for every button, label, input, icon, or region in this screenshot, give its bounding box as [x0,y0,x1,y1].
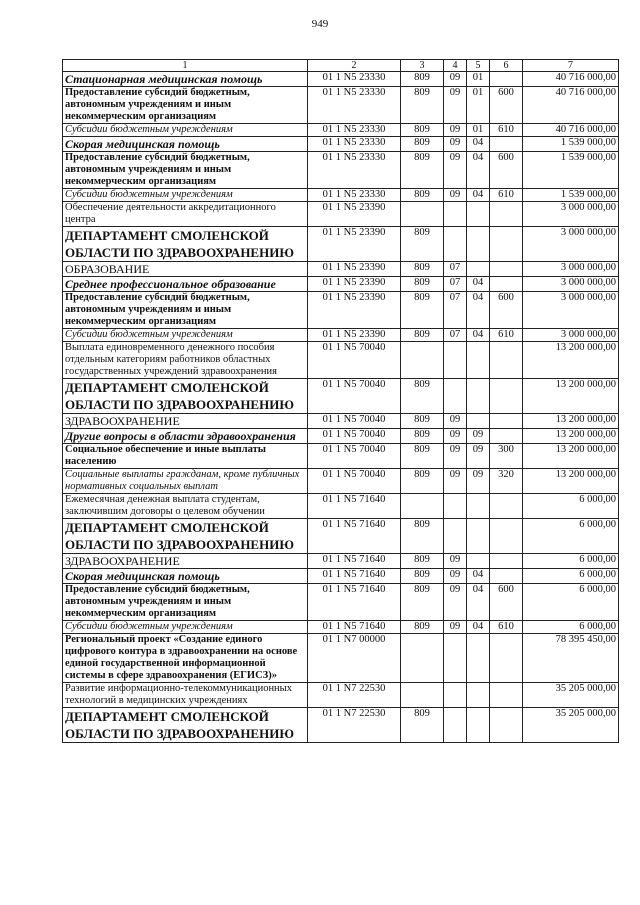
table-row [63,634,619,683]
target-code-cell: 01 1 N5 23390 [308,329,401,342]
section-code-cell [444,202,467,227]
table-row [63,189,619,202]
table-row [63,429,619,444]
section-code-cell [444,494,467,519]
section-code-cell: 09 [444,72,467,87]
item-name-cell: Субсидии бюджетным учреждениям [63,329,308,342]
header-row [63,60,619,72]
grbs-code-cell: 809 [401,554,444,569]
amount-cell: 3 000 000,00 [523,202,619,227]
amount-cell: 6 000,00 [523,494,619,519]
expense-type-code-cell [490,137,523,152]
item-name-cell: Скорая медицинская помощь [63,137,308,152]
target-code-cell: 01 1 N5 71640 [308,584,401,621]
target-code-cell: 01 1 N5 70040 [308,414,401,429]
subsection-code-cell: 04 [467,569,490,584]
target-code-cell: 01 1 N5 23330 [308,72,401,87]
amount-cell: 6 000,00 [523,519,619,554]
section-code-cell: 09 [444,569,467,584]
grbs-code-cell: 809 [401,292,444,329]
table-row [63,621,619,634]
expense-type-code-cell: 320 [490,469,523,494]
grbs-code-cell: 809 [401,444,444,469]
section-code-cell: 09 [444,444,467,469]
grbs-code-cell: 809 [401,152,444,189]
subsection-code-cell: 01 [467,72,490,87]
table-row [63,708,619,743]
amount-cell: 6 000,00 [523,569,619,584]
target-code-cell: 01 1 N7 00000 [308,634,401,683]
grbs-code-cell: 809 [401,469,444,494]
item-name-cell: ДЕПАРТАМЕНТ СМОЛЕНСКОЙ ОБЛАСТИ ПО ЗДРАВООХРАНЕНИЮ [63,519,308,554]
amount-cell: 3 000 000,00 [523,329,619,342]
item-name-cell: Субсидии бюджетным учреждениям [63,189,308,202]
table-row [63,137,619,152]
subsection-code-cell [467,554,490,569]
section-code-cell: 09 [444,87,467,124]
subsection-code-cell: 09 [467,429,490,444]
section-code-cell [444,683,467,708]
target-code-cell: 01 1 N7 22530 [308,708,401,743]
table-row [63,329,619,342]
item-name-cell: Ежемесячная денежная выплата студентам, заключившим договоры о целевом обучении [63,494,308,519]
grbs-code-cell: 809 [401,189,444,202]
grbs-code-cell [401,202,444,227]
amount-cell: 13 200 000,00 [523,342,619,379]
section-code-cell: 09 [444,429,467,444]
table-row [63,494,619,519]
target-code-cell: 01 1 N5 23390 [308,292,401,329]
grbs-code-cell: 809 [401,72,444,87]
amount-cell: 6 000,00 [523,584,619,621]
expense-type-code-cell: 600 [490,292,523,329]
table-row [63,683,619,708]
amount-cell: 3 000 000,00 [523,277,619,292]
item-name-cell: Субсидии бюджетным учреждениям [63,621,308,634]
target-code-cell: 01 1 N7 22530 [308,683,401,708]
amount-cell: 35 205 000,00 [523,708,619,743]
section-code-cell [444,634,467,683]
subsection-code-cell: 01 [467,87,490,124]
grbs-code-cell: 809 [401,429,444,444]
target-code-cell: 01 1 N5 23330 [308,124,401,137]
section-code-cell [444,342,467,379]
section-code-cell: 09 [444,137,467,152]
item-name-cell: Развитие информационно-телекоммуникационных технологий в медицинских учреждениях [63,683,308,708]
section-code-cell: 09 [444,621,467,634]
header-cell: 4 [444,60,467,72]
item-name-cell: Предоставление субсидий бюджетным, автономным учреждениям и иным некоммерческим организациям [63,152,308,189]
target-code-cell: 01 1 N5 23330 [308,189,401,202]
table-row [63,379,619,414]
target-code-cell: 01 1 N5 70040 [308,469,401,494]
item-name-cell: Региональный проект «Создание единого цифрового контура в здравоохранении на основе единой государственной информационной системы в сфере здравоохранения (ЕГИСЗ)» [63,634,308,683]
item-name-cell: ЗДРАВООХРАНЕНИЕ [63,554,308,569]
section-code-cell: 07 [444,292,467,329]
grbs-code-cell: 809 [401,414,444,429]
item-name-cell: Социальные выплаты гражданам, кроме публичных нормативных социальных выплат [63,469,308,494]
section-code-cell: 09 [444,152,467,189]
table-row [63,414,619,429]
amount-cell: 1 539 000,00 [523,152,619,189]
section-code-cell: 09 [444,124,467,137]
grbs-code-cell: 809 [401,87,444,124]
amount-cell: 78 395 450,00 [523,634,619,683]
grbs-code-cell: 809 [401,379,444,414]
table-row [63,227,619,262]
grbs-code-cell: 809 [401,569,444,584]
expense-type-code-cell [490,72,523,87]
subsection-code-cell [467,519,490,554]
expense-type-code-cell [490,342,523,379]
item-name-cell: Предоставление субсидий бюджетным, автономным учреждениям и иным некоммерческим организациям [63,87,308,124]
expense-type-code-cell [490,379,523,414]
target-code-cell: 01 1 N5 23390 [308,227,401,262]
item-name-cell: Стационарная медицинская помощь [63,72,308,87]
target-code-cell: 01 1 N5 70040 [308,379,401,414]
header-cell: 2 [308,60,401,72]
header-cell: 1 [63,60,308,72]
expense-type-code-cell [490,708,523,743]
target-code-cell: 01 1 N5 71640 [308,554,401,569]
subsection-code-cell [467,262,490,277]
section-code-cell: 09 [444,189,467,202]
table-row [63,277,619,292]
target-code-cell: 01 1 N5 71640 [308,494,401,519]
table-row [63,519,619,554]
subsection-code-cell: 04 [467,277,490,292]
section-code-cell: 09 [444,584,467,621]
budget-table [62,59,619,743]
grbs-code-cell: 809 [401,621,444,634]
target-code-cell: 01 1 N5 71640 [308,621,401,634]
item-name-cell: Социальное обеспечение и иные выплаты населению [63,444,308,469]
expense-type-code-cell [490,227,523,262]
expense-type-code-cell [490,414,523,429]
grbs-code-cell: 809 [401,262,444,277]
table-row [63,87,619,124]
expense-type-code-cell [490,519,523,554]
table-row [63,584,619,621]
target-code-cell: 01 1 N5 71640 [308,519,401,554]
item-name-cell: ДЕПАРТАМЕНТ СМОЛЕНСКОЙ ОБЛАСТИ ПО ЗДРАВООХРАНЕНИЮ [63,227,308,262]
table-row [63,262,619,277]
subsection-code-cell [467,414,490,429]
expense-type-code-cell [490,569,523,584]
table-row [63,469,619,494]
item-name-cell: Другие вопросы в области здравоохранения [63,429,308,444]
table-row [63,444,619,469]
target-code-cell: 01 1 N5 23330 [308,137,401,152]
expense-type-code-cell [490,554,523,569]
expense-type-code-cell [490,683,523,708]
subsection-code-cell: 04 [467,621,490,634]
header-cell: 7 [523,60,619,72]
table-row [63,569,619,584]
section-code-cell [444,379,467,414]
grbs-code-cell: 809 [401,227,444,262]
grbs-code-cell: 809 [401,708,444,743]
expense-type-code-cell [490,494,523,519]
subsection-code-cell: 04 [467,152,490,189]
item-name-cell: ДЕПАРТАМЕНТ СМОЛЕНСКОЙ ОБЛАСТИ ПО ЗДРАВООХРАНЕНИЮ [63,379,308,414]
expense-type-code-cell [490,202,523,227]
amount-cell: 3 000 000,00 [523,292,619,329]
header-cell: 3 [401,60,444,72]
section-code-cell [444,708,467,743]
header-cell: 6 [490,60,523,72]
subsection-code-cell: 09 [467,469,490,494]
subsection-code-cell: 04 [467,292,490,329]
amount-cell: 13 200 000,00 [523,444,619,469]
table-row [63,554,619,569]
item-name-cell: ОБРАЗОВАНИЕ [63,262,308,277]
expense-type-code-cell: 610 [490,189,523,202]
amount-cell: 3 000 000,00 [523,227,619,262]
amount-cell: 1 539 000,00 [523,137,619,152]
subsection-code-cell [467,342,490,379]
header-cell: 5 [467,60,490,72]
subsection-code-cell [467,494,490,519]
page-number: 949 [311,18,329,30]
subsection-code-cell [467,708,490,743]
grbs-code-cell: 809 [401,137,444,152]
table-row [63,342,619,379]
amount-cell: 13 200 000,00 [523,379,619,414]
grbs-code-cell: 809 [401,124,444,137]
item-name-cell: Субсидии бюджетным учреждениям [63,124,308,137]
expense-type-code-cell [490,262,523,277]
grbs-code-cell [401,683,444,708]
amount-cell: 40 716 000,00 [523,87,619,124]
section-code-cell [444,227,467,262]
grbs-code-cell [401,494,444,519]
grbs-code-cell [401,634,444,683]
section-code-cell: 09 [444,469,467,494]
expense-type-code-cell: 600 [490,87,523,124]
subsection-code-cell [467,202,490,227]
section-code-cell: 07 [444,277,467,292]
amount-cell: 40 716 000,00 [523,124,619,137]
table-row [63,152,619,189]
item-name-cell: Обеспечение деятельности аккредитационного центра [63,202,308,227]
amount-cell: 35 205 000,00 [523,683,619,708]
expense-type-code-cell: 600 [490,584,523,621]
item-name-cell: Предоставление субсидий бюджетным, автономным учреждениям и иным некоммерческим организациям [63,584,308,621]
subsection-code-cell: 04 [467,329,490,342]
expense-type-code-cell: 610 [490,124,523,137]
expense-type-code-cell: 610 [490,329,523,342]
subsection-code-cell: 04 [467,189,490,202]
amount-cell: 6 000,00 [523,621,619,634]
subsection-code-cell: 09 [467,444,490,469]
subsection-code-cell [467,683,490,708]
target-code-cell: 01 1 N5 70040 [308,444,401,469]
section-code-cell: 09 [444,554,467,569]
target-code-cell: 01 1 N5 70040 [308,342,401,379]
section-code-cell [444,519,467,554]
amount-cell: 13 200 000,00 [523,414,619,429]
section-code-cell: 07 [444,262,467,277]
section-code-cell: 07 [444,329,467,342]
target-code-cell: 01 1 N5 23390 [308,202,401,227]
section-code-cell: 09 [444,414,467,429]
expense-type-code-cell: 600 [490,152,523,189]
item-name-cell: ЗДРАВООХРАНЕНИЕ [63,414,308,429]
target-code-cell: 01 1 N5 23390 [308,262,401,277]
expense-type-code-cell: 300 [490,444,523,469]
grbs-code-cell: 809 [401,584,444,621]
expense-type-code-cell [490,634,523,683]
table-row [63,202,619,227]
table-row [63,72,619,87]
target-code-cell: 01 1 N5 23330 [308,152,401,189]
target-code-cell: 01 1 N5 70040 [308,429,401,444]
expense-type-code-cell [490,277,523,292]
item-name-cell: Среднее профессиональное образование [63,277,308,292]
item-name-cell: Предоставление субсидий бюджетным, автономным учреждениям и иным некоммерческим организациям [63,292,308,329]
table-row [63,292,619,329]
amount-cell: 13 200 000,00 [523,469,619,494]
item-name-cell: Скорая медицинская помощь [63,569,308,584]
target-code-cell: 01 1 N5 23330 [308,87,401,124]
grbs-code-cell [401,342,444,379]
table-row [63,124,619,137]
grbs-code-cell: 809 [401,277,444,292]
subsection-code-cell [467,227,490,262]
subsection-code-cell: 04 [467,137,490,152]
subsection-code-cell: 01 [467,124,490,137]
target-code-cell: 01 1 N5 23390 [308,277,401,292]
expense-type-code-cell [490,429,523,444]
item-name-cell: Выплата единовременного денежного пособия отдельным категориям работников областных государственных учреждений здравоохранения [63,342,308,379]
subsection-code-cell [467,379,490,414]
amount-cell: 40 716 000,00 [523,72,619,87]
amount-cell: 6 000,00 [523,554,619,569]
subsection-code-cell: 04 [467,584,490,621]
amount-cell: 13 200 000,00 [523,429,619,444]
target-code-cell: 01 1 N5 71640 [308,569,401,584]
expense-type-code-cell: 610 [490,621,523,634]
amount-cell: 1 539 000,00 [523,189,619,202]
grbs-code-cell: 809 [401,519,444,554]
amount-cell: 3 000 000,00 [523,262,619,277]
subsection-code-cell [467,634,490,683]
grbs-code-cell: 809 [401,329,444,342]
item-name-cell: ДЕПАРТАМЕНТ СМОЛЕНСКОЙ ОБЛАСТИ ПО ЗДРАВООХРАНЕНИЮ [63,708,308,743]
